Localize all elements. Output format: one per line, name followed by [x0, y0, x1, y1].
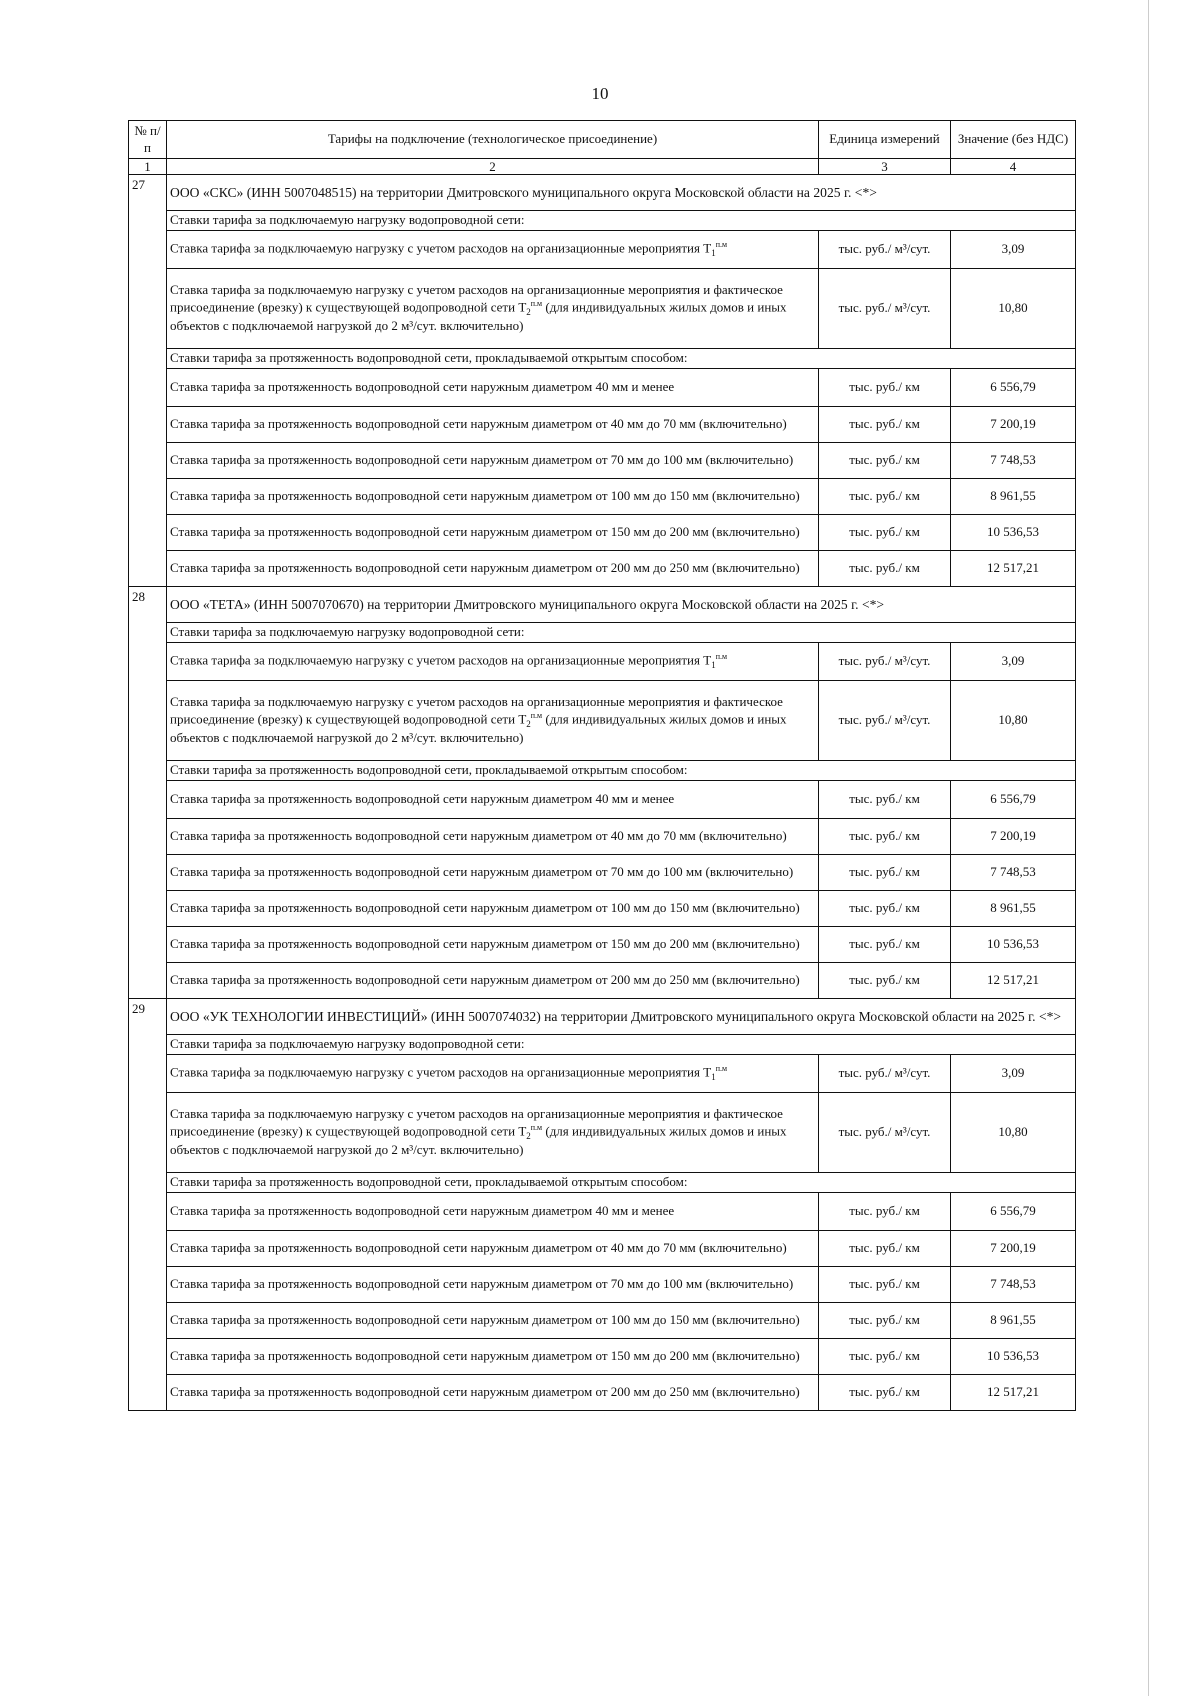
rate-description: Ставка тарифа за протяженность водопроводной сети наружным диаметром от 150 мм до 200 мм (включительно) [167, 515, 819, 551]
table-row [129, 927, 1076, 963]
tariff-t1-value: 3,09 [951, 1055, 1076, 1093]
table-row [129, 479, 1076, 515]
organization-title: ООО «УК ТЕХНОЛОГИИ ИНВЕСТИЦИЙ» (ИНН 5007074032) на территории Дмитровского муниципального округа Московской области на 2025 г. <*> [167, 999, 1076, 1035]
tariff-t2-value: 10,80 [951, 269, 1076, 349]
rate-description: Ставка тарифа за протяженность водопроводной сети наружным диаметром от 40 мм до 70 мм (включительно) [167, 819, 819, 855]
section-length-title: Ставки тарифа за протяженность водопроводной сети, прокладываемой открытым способом: [167, 349, 1076, 369]
rate-value: 6 556,79 [951, 369, 1076, 407]
col-number-4: 4 [951, 159, 1076, 175]
rate-unit: тыс. руб./ км [819, 369, 951, 407]
rate-unit: тыс. руб./ км [819, 1303, 951, 1339]
org-row [129, 587, 1076, 623]
rate-value: 10 536,53 [951, 515, 1076, 551]
rate-value: 6 556,79 [951, 781, 1076, 819]
rate-unit: тыс. руб./ км [819, 781, 951, 819]
section-load-title: Ставки тарифа за подключаемую нагрузку водопроводной сети: [167, 623, 1076, 643]
tariff-table-wrap [128, 120, 1076, 1411]
header-unit: Единица измерений [819, 121, 951, 159]
superscript-pm: п.м [530, 1122, 543, 1132]
rate-description: Ставка тарифа за протяженность водопроводной сети наружным диаметром от 150 мм до 200 мм (включительно) [167, 927, 819, 963]
tariff-t2-description [167, 1093, 819, 1173]
tariff-t1-unit: тыс. руб./ м³/сут. [819, 231, 951, 269]
tariff-t2-text-a: Ставка тарифа за подключаемую нагрузку с учетом расходов на организационные мероприятия и фактическое присоединение (врезку) к существующей водопроводной сети T [170, 1106, 783, 1139]
tariff-t2-unit: тыс. руб./ м³/сут. [819, 269, 951, 349]
rate-value: 7 200,19 [951, 407, 1076, 443]
tariff-t2-description [167, 269, 819, 349]
rate-value: 12 517,21 [951, 1375, 1076, 1411]
tariff-t2-text-b: (для индивидуальных жилых домов и иных объектов с подключаемой нагрузкой до 2 м³/сут. включительно) [170, 711, 787, 746]
rate-value: 7 748,53 [951, 443, 1076, 479]
table-row [129, 407, 1076, 443]
section-row [129, 211, 1076, 231]
superscript-pm: п.м [530, 710, 543, 720]
tariff-t1-unit: тыс. руб./ м³/сут. [819, 643, 951, 681]
section-load-title: Ставки тарифа за подключаемую нагрузку водопроводной сети: [167, 1035, 1076, 1055]
header-num: № п/п [129, 121, 167, 159]
table-row [129, 855, 1076, 891]
org-row [129, 175, 1076, 211]
rate-unit: тыс. руб./ км [819, 479, 951, 515]
rate-description: Ставка тарифа за протяженность водопроводной сети наружным диаметром от 70 мм до 100 мм (включительно) [167, 855, 819, 891]
tariff-t1-text: Ставка тарифа за подключаемую нагрузку с учетом расходов на организационные мероприятия T [170, 240, 712, 256]
table-row [129, 551, 1076, 587]
superscript-pm: п.м [715, 239, 728, 249]
tariff-t1-description [167, 1055, 819, 1093]
rate-unit: тыс. руб./ км [819, 1375, 951, 1411]
rate-unit: тыс. руб./ км [819, 515, 951, 551]
tariff-t2-value: 10,80 [951, 1093, 1076, 1173]
tariff-table [128, 120, 1076, 1411]
rate-unit: тыс. руб./ км [819, 1339, 951, 1375]
tariff-row-t2 [129, 681, 1076, 761]
table-row [129, 1231, 1076, 1267]
superscript-pm: п.м [715, 651, 728, 661]
rate-description: Ставка тарифа за протяженность водопроводной сети наружным диаметром 40 мм и менее [167, 1193, 819, 1231]
tariff-row-t1 [129, 643, 1076, 681]
rate-description: Ставка тарифа за протяженность водопроводной сети наружным диаметром от 40 мм до 70 мм (включительно) [167, 1231, 819, 1267]
rate-unit: тыс. руб./ км [819, 819, 951, 855]
block-number: 28 [129, 587, 167, 999]
rate-value: 7 748,53 [951, 1267, 1076, 1303]
table-row [129, 1267, 1076, 1303]
table-row [129, 963, 1076, 999]
tariff-t2-unit: тыс. руб./ м³/сут. [819, 1093, 951, 1173]
rate-description: Ставка тарифа за протяженность водопроводной сети наружным диаметром от 100 мм до 150 мм (включительно) [167, 1303, 819, 1339]
rate-description: Ставка тарифа за протяженность водопроводной сети наружным диаметром от 200 мм до 250 мм (включительно) [167, 1375, 819, 1411]
rate-description: Ставка тарифа за протяженность водопроводной сети наружным диаметром 40 мм и менее [167, 781, 819, 819]
tariff-t1-unit: тыс. руб./ м³/сут. [819, 1055, 951, 1093]
superscript-pm: п.м [530, 298, 543, 308]
rate-description: Ставка тарифа за протяженность водопроводной сети наружным диаметром от 200 мм до 250 мм (включительно) [167, 551, 819, 587]
table-row [129, 369, 1076, 407]
rate-unit: тыс. руб./ км [819, 1267, 951, 1303]
rate-description: Ставка тарифа за протяженность водопроводной сети наружным диаметром от 100 мм до 150 мм (включительно) [167, 479, 819, 515]
table-row [129, 443, 1076, 479]
rate-description: Ставка тарифа за протяженность водопроводной сети наружным диаметром от 150 мм до 200 мм (включительно) [167, 1339, 819, 1375]
organization-title: ООО «ТЕТА» (ИНН 5007070670) на территории Дмитровского муниципального округа Московской области на 2025 г. <*> [167, 587, 1076, 623]
rate-value: 7 200,19 [951, 819, 1076, 855]
table-row [129, 891, 1076, 927]
rate-unit: тыс. руб./ км [819, 1231, 951, 1267]
tariff-t2-unit: тыс. руб./ м³/сут. [819, 681, 951, 761]
tariff-t2-text-b: (для индивидуальных жилых домов и иных объектов с подключаемой нагрузкой до 2 м³/сут. включительно) [170, 299, 787, 334]
subscript-1: 1 [711, 247, 716, 258]
table-row [129, 819, 1076, 855]
tariff-t1-value: 3,09 [951, 231, 1076, 269]
tariff-t1-text: Ставка тарифа за подключаемую нагрузку с учетом расходов на организационные мероприятия T [170, 652, 712, 668]
col-number-3: 3 [819, 159, 951, 175]
tariff-t2-text-a: Ставка тарифа за подключаемую нагрузку с учетом расходов на организационные мероприятия и фактическое присоединение (врезку) к существующей водопроводной сети T [170, 282, 783, 315]
rate-unit: тыс. руб./ км [819, 551, 951, 587]
block-number: 29 [129, 999, 167, 1411]
rate-description: Ставка тарифа за протяженность водопроводной сети наружным диаметром от 200 мм до 250 мм (включительно) [167, 963, 819, 999]
tariff-row-t1 [129, 1055, 1076, 1093]
rate-description: Ставка тарифа за протяженность водопроводной сети наружным диаметром 40 мм и менее [167, 369, 819, 407]
tariff-row-t2 [129, 1093, 1076, 1173]
rate-unit: тыс. руб./ км [819, 443, 951, 479]
tariff-t1-description [167, 643, 819, 681]
tariff-t2-description [167, 681, 819, 761]
page-number: 10 [591, 84, 609, 103]
rate-value: 12 517,21 [951, 551, 1076, 587]
block-number: 27 [129, 175, 167, 587]
header-value: Значение (без НДС) [951, 121, 1076, 159]
rate-unit: тыс. руб./ км [819, 407, 951, 443]
rate-unit: тыс. руб./ км [819, 855, 951, 891]
rate-value: 8 961,55 [951, 1303, 1076, 1339]
table-row [129, 515, 1076, 551]
rate-value: 12 517,21 [951, 963, 1076, 999]
table-header-row [129, 121, 1076, 159]
superscript-pm: п.м [715, 1063, 728, 1073]
table-row [129, 1193, 1076, 1231]
tariff-t2-text-a: Ставка тарифа за подключаемую нагрузку с учетом расходов на организационные мероприятия и фактическое присоединение (врезку) к существующей водопроводной сети T [170, 694, 783, 727]
subscript-2: 2 [526, 718, 531, 729]
subscript-2: 2 [526, 1130, 531, 1141]
col-number-1: 1 [129, 159, 167, 175]
organization-title: ООО «СКС» (ИНН 5007048515) на территории Дмитровского муниципального округа Московской области на 2025 г. <*> [167, 175, 1076, 211]
subscript-1: 1 [711, 1071, 716, 1082]
rate-description: Ставка тарифа за протяженность водопроводной сети наружным диаметром от 70 мм до 100 мм (включительно) [167, 1267, 819, 1303]
rate-value: 10 536,53 [951, 927, 1076, 963]
rate-value: 10 536,53 [951, 1339, 1076, 1375]
subscript-1: 1 [711, 659, 716, 670]
table-row [129, 1339, 1076, 1375]
section-length-title: Ставки тарифа за протяженность водопроводной сети, прокладываемой открытым способом: [167, 761, 1076, 781]
header-name: Тарифы на подключение (технологическое присоединение) [167, 121, 819, 159]
col-number-2: 2 [167, 159, 819, 175]
tariff-table-body [129, 121, 1076, 1411]
rate-description: Ставка тарифа за протяженность водопроводной сети наружным диаметром от 100 мм до 150 мм (включительно) [167, 891, 819, 927]
table-row [129, 1375, 1076, 1411]
rate-unit: тыс. руб./ км [819, 1193, 951, 1231]
rate-value: 8 961,55 [951, 891, 1076, 927]
column-number-row [129, 159, 1076, 175]
section-row [129, 1035, 1076, 1055]
table-row [129, 781, 1076, 819]
section-load-title: Ставки тарифа за подключаемую нагрузку водопроводной сети: [167, 211, 1076, 231]
rate-description: Ставка тарифа за протяженность водопроводной сети наружным диаметром от 70 мм до 100 мм (включительно) [167, 443, 819, 479]
rate-value: 8 961,55 [951, 479, 1076, 515]
tariff-row-t1 [129, 231, 1076, 269]
tariff-t1-value: 3,09 [951, 643, 1076, 681]
tariff-t2-text-b: (для индивидуальных жилых домов и иных объектов с подключаемой нагрузкой до 2 м³/сут. включительно) [170, 1123, 787, 1158]
rate-unit: тыс. руб./ км [819, 963, 951, 999]
scan-edge-line [1148, 0, 1149, 1696]
section-row [129, 1173, 1076, 1193]
table-row [129, 1303, 1076, 1339]
subscript-2: 2 [526, 306, 531, 317]
org-row [129, 999, 1076, 1035]
tariff-row-t2 [129, 269, 1076, 349]
section-row [129, 349, 1076, 369]
rate-unit: тыс. руб./ км [819, 891, 951, 927]
tariff-t1-description [167, 231, 819, 269]
section-row [129, 623, 1076, 643]
rate-value: 6 556,79 [951, 1193, 1076, 1231]
rate-value: 7 200,19 [951, 1231, 1076, 1267]
section-length-title: Ставки тарифа за протяженность водопроводной сети, прокладываемой открытым способом: [167, 1173, 1076, 1193]
rate-description: Ставка тарифа за протяженность водопроводной сети наружным диаметром от 40 мм до 70 мм (включительно) [167, 407, 819, 443]
rate-unit: тыс. руб./ км [819, 927, 951, 963]
tariff-t2-value: 10,80 [951, 681, 1076, 761]
rate-value: 7 748,53 [951, 855, 1076, 891]
section-row [129, 761, 1076, 781]
tariff-t1-text: Ставка тарифа за подключаемую нагрузку с учетом расходов на организационные мероприятия T [170, 1064, 712, 1080]
